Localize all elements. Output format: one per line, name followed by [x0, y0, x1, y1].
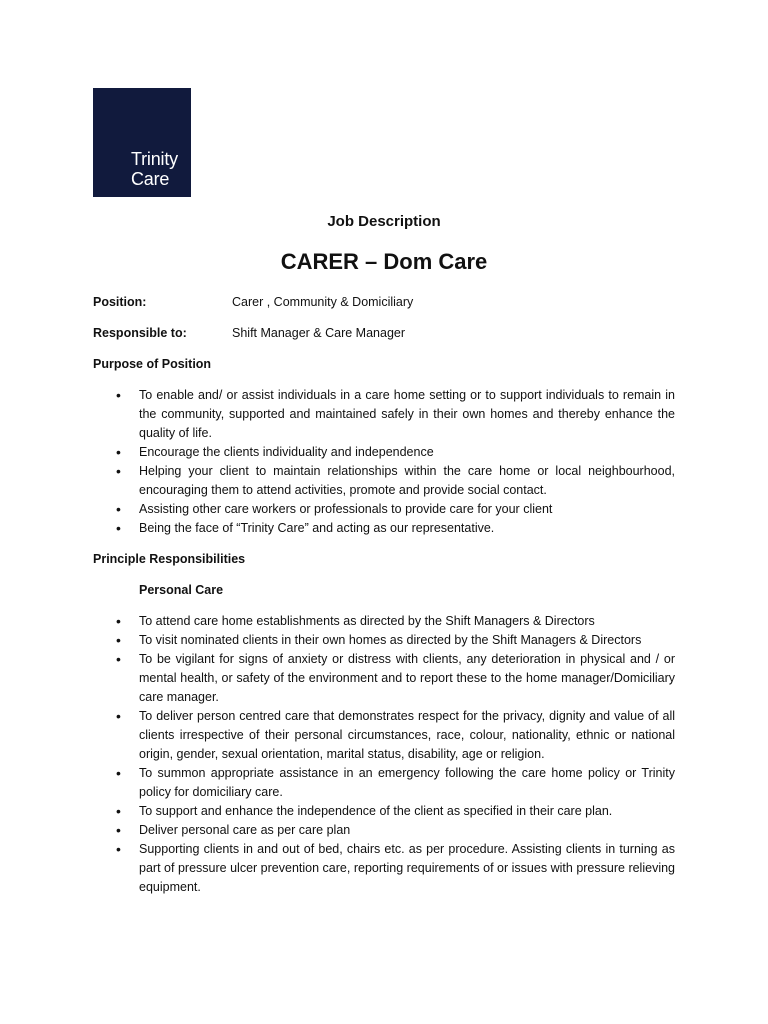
document-body [93, 293, 675, 909]
responsibility-item: • To attend care home establishments as directed by the Shift Managers & Directors [93, 612, 675, 631]
responsibilities-list [93, 612, 675, 897]
responsibility-item: • Deliver personal care as per care plan [93, 821, 675, 840]
purpose-item: • Assisting other care workers or professionals to provide care for your client [93, 500, 675, 519]
position-value: Carer , Community & Domiciliary [232, 295, 414, 309]
responsible-label: Responsible to: [93, 326, 187, 340]
logo-line-1: Trinity [131, 149, 178, 169]
document-title: CARER – Dom Care [280, 249, 488, 274]
personal-care-subheading: Personal Care [139, 583, 224, 597]
logo-text [131, 149, 178, 189]
purpose-item: • Helping your client to maintain relationships within the care home or local neighbourhood, encouraging them to attend activities, promote and provide social contact. [93, 462, 675, 500]
purpose-list [93, 386, 675, 538]
responsibilities-heading: Principle Responsibilities [93, 552, 246, 566]
responsibility-item: • To deliver person centred care that demonstrates respect for the privacy, dignity and value of all clients irrespective of their personal circumstances, race, colour, nationality, ethnic or national origin, gender, sexual orientation, marital status, disability, age or religion. [93, 707, 675, 764]
responsibility-item: • Supporting clients in and out of bed, chairs etc. as per procedure. Assisting clients in turning as part of pressure ulcer prevention care, reporting requirements of or issues with pressure relieving equipment. [93, 840, 675, 897]
purpose-item: • Encourage the clients individuality and independence [93, 443, 675, 462]
responsibility-item: • To summon appropriate assistance in an emergency following the care home policy or Trinity policy for domiciliary care. [93, 764, 675, 802]
purpose-item: • Being the face of “Trinity Care” and acting as our representative. [93, 519, 675, 538]
responsible-value: Shift Manager & Care Manager [232, 326, 406, 340]
responsible-row [93, 324, 675, 343]
responsibility-item: • To be vigilant for signs of anxiety or distress with clients, any deterioration in physical and / or mental health, or safety of the environment and to report these to the home manager/Domiciliary care manager. [93, 650, 675, 707]
position-row [93, 293, 675, 312]
responsibility-item: • To support and enhance the independence of the client as specified in their care plan. [93, 802, 675, 821]
trinity-care-logo [93, 88, 191, 197]
position-label: Position: [93, 295, 147, 309]
purpose-heading: Purpose of Position [93, 357, 212, 371]
responsibility-item: • To visit nominated clients in their own homes as directed by the Shift Managers & Directors [93, 631, 675, 650]
logo-line-2: Care [131, 169, 170, 189]
document-subtitle: Job Description [327, 213, 441, 230]
purpose-item: • To enable and/ or assist individuals in a care home setting or to support individuals to remain in the community, supported and maintained safely in their own homes and thereby enhance the quality of life. [93, 386, 675, 443]
